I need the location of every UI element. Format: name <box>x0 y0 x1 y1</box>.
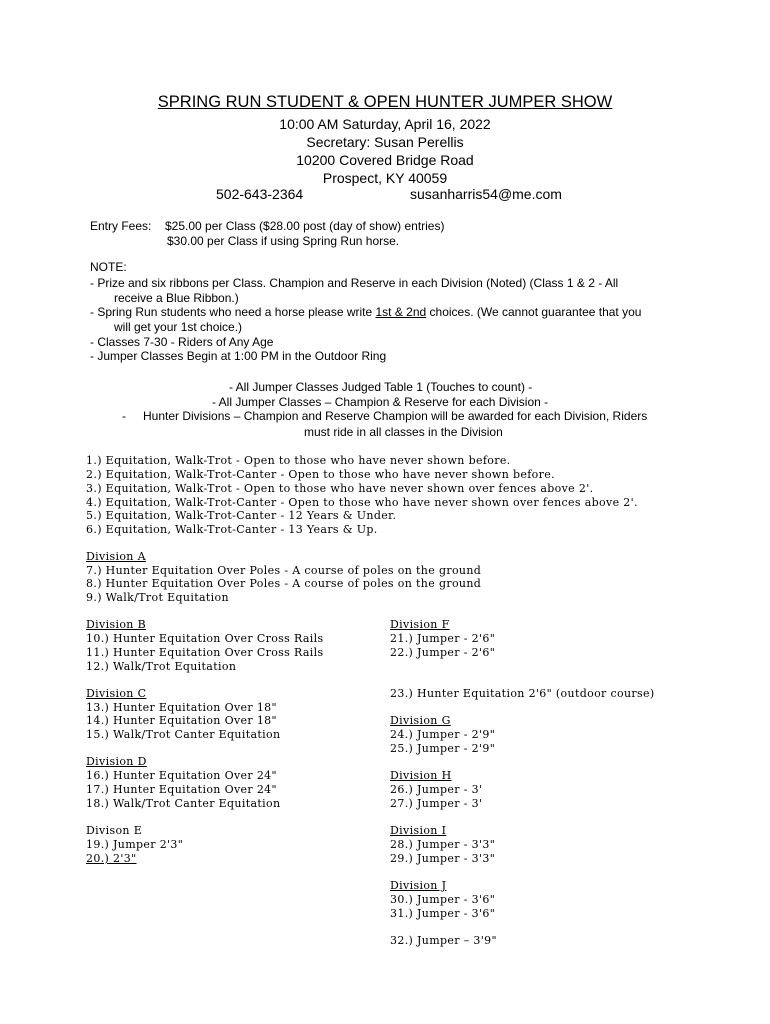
division-f-title: Division F <box>390 618 450 631</box>
rule-3b: must ride in all classes in the Division <box>304 425 503 439</box>
division-e-item: 20.) 2'3" <box>86 852 137 865</box>
division-b-title: Division B <box>86 618 147 631</box>
division-d-item: 16.) Hunter Equitation Over 24" <box>86 769 277 782</box>
division-b-item: 12.) Walk/Trot Equitation <box>86 660 237 673</box>
note-2a-pre: - Spring Run students who need a horse please write <box>90 305 376 319</box>
note-2a-post: choices. (We cannot guarantee that you <box>426 305 642 319</box>
rule-3a: Hunter Divisions – Champion and Reserve Champion will be awarded for each Division, Riders <box>143 409 648 423</box>
division-h-title: Division H <box>390 769 452 782</box>
rule-3-dash: - <box>122 409 126 423</box>
class-item: 3.) Equitation, Walk-Trot - Open to those who have never shown over fences above 2'. <box>86 482 594 495</box>
division-d-title: Division D <box>86 755 147 768</box>
division-i-item: 28.) Jumper - 3'3" <box>390 838 496 851</box>
class-item: 1.) Equitation, Walk-Trot - Open to those who have never shown before. <box>86 454 511 467</box>
note-2a-underlined: 1st & 2nd <box>375 305 427 319</box>
division-a-item: 9.) Walk/Trot Equitation <box>86 591 229 604</box>
address-line1: 10200 Covered Bridge Road <box>296 152 474 168</box>
division-j-extra: 32.) Jumper – 3'9" <box>390 934 497 947</box>
division-h-item: 27.) Jumper - 3' <box>390 797 483 810</box>
note-1b: receive a Blue Ribbon.) <box>114 291 239 305</box>
division-j-title: Division J <box>390 879 447 892</box>
note-3: - Classes 7-30 - Riders of Any Age <box>90 335 274 349</box>
division-d-item: 18.) Walk/Trot Canter Equitation <box>86 797 281 810</box>
division-i-item: 29.) Jumper - 3'3" <box>390 852 496 865</box>
division-c-item: 14.) Hunter Equitation Over 18" <box>86 714 277 727</box>
show-title: SPRING RUN STUDENT & OPEN HUNTER JUMPER SHOW <box>157 93 613 111</box>
division-e-title: Divison E <box>86 824 143 837</box>
note-4: - Jumper Classes Begin at 1:00 PM in the Outdoor Ring <box>90 349 387 363</box>
division-g-item: 25.) Jumper - 2'9" <box>390 742 496 755</box>
show-datetime: 10:00 AM Saturday, April 16, 2022 <box>279 116 491 132</box>
division-a-item: 7.) Hunter Equitation Over Poles - A course of poles on the ground <box>86 564 482 577</box>
fees-line2: $30.00 per Class if using Spring Run horse. <box>167 234 400 248</box>
fees-label: Entry Fees: <box>90 219 152 233</box>
division-g-title: Division G <box>390 714 451 727</box>
division-g-item: 24.) Jumper - 2'9" <box>390 728 496 741</box>
rule-1: - All Jumper Classes Judged Table 1 (Touches to count) - <box>229 380 533 394</box>
note-1a: - Prize and six ribbons per Class. Champion and Reserve in each Division (Noted) (Class 1 & 2 - All <box>90 276 619 290</box>
secretary-name: Secretary: Susan Perellis <box>306 134 464 150</box>
class-item: 5.) Equitation, Walk-Trot-Canter - 12 Years & Under. <box>86 509 397 522</box>
division-f-extra: 23.) Hunter Equitation 2'6" (outdoor course) <box>390 687 655 700</box>
division-f-item: 21.) Jumper - 2'6" <box>390 632 496 645</box>
division-b-item: 11.) Hunter Equitation Over Cross Rails <box>86 646 324 659</box>
division-h-item: 26.) Jumper - 3' <box>390 783 483 796</box>
division-e-item: 19.) Jumper 2'3" <box>86 838 184 851</box>
class-item: 4.) Equitation, Walk-Trot-Canter - Open to those who have never shown over fences above 2'. <box>86 496 638 509</box>
class-item: 6.) Equitation, Walk-Trot-Canter - 13 Years & Up. <box>86 523 378 536</box>
division-a-item: 8.) Hunter Equitation Over Poles - A course of poles on the ground <box>86 577 482 590</box>
phone-number: 502-643-2364 <box>216 186 304 202</box>
fees-line1: $25.00 per Class ($28.00 post (day of show) entries) <box>165 219 445 233</box>
division-a-title: Division A <box>86 550 146 563</box>
division-i-title: Division I <box>390 824 447 837</box>
note-heading: NOTE: <box>90 260 127 274</box>
division-c-item: 15.) Walk/Trot Canter Equitation <box>86 728 281 741</box>
division-b-item: 10.) Hunter Equitation Over Cross Rails <box>86 632 324 645</box>
note-2b: will get your 1st choice.) <box>114 320 243 334</box>
division-d-item: 17.) Hunter Equitation Over 24" <box>86 783 277 796</box>
division-c-title: Division C <box>86 687 147 700</box>
class-item: 2.) Equitation, Walk-Trot-Canter - Open to those who have never shown before. <box>86 468 555 481</box>
division-j-item: 31.) Jumper - 3'6" <box>390 907 496 920</box>
email-address: susanharris54@me.com <box>410 186 562 202</box>
address-line2: Prospect, KY 40059 <box>322 170 448 186</box>
division-c-item: 13.) Hunter Equitation Over 18" <box>86 701 277 714</box>
rule-2: - All Jumper Classes – Champion & Reserve for each Division - <box>212 395 549 409</box>
note-2a <box>90 305 641 319</box>
division-f-item: 22.) Jumper - 2'6" <box>390 646 496 659</box>
division-j-item: 30.) Jumper - 3'6" <box>390 893 496 906</box>
